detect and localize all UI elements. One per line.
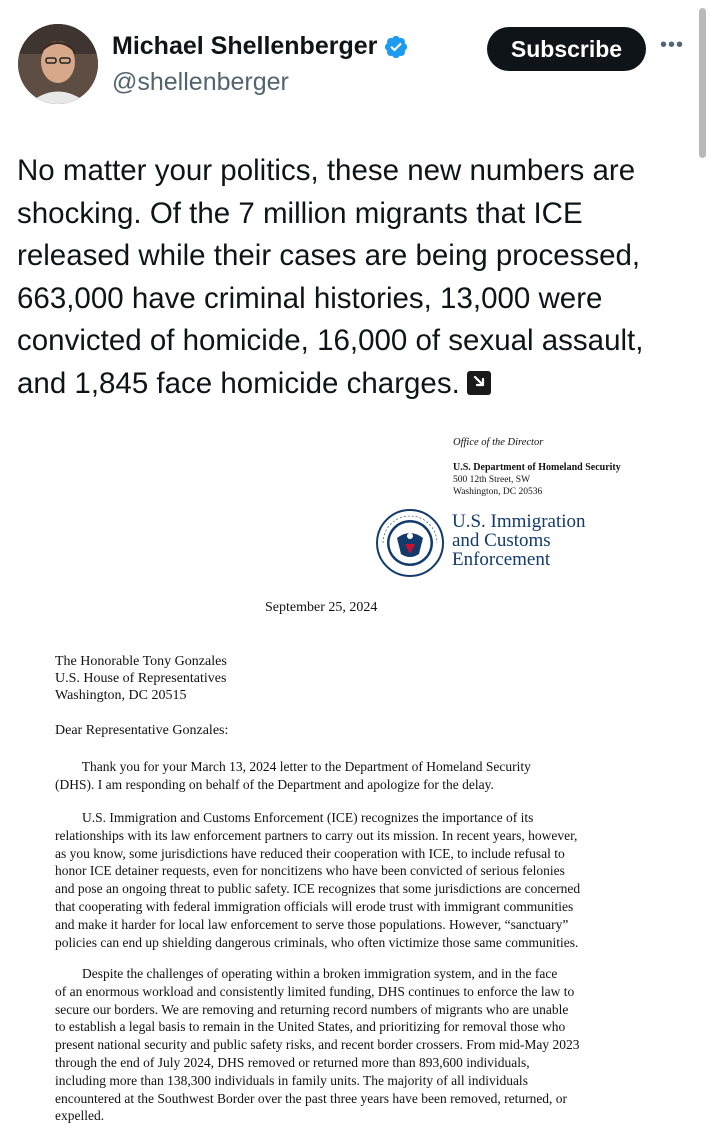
agency-line-1: U.S. Immigration bbox=[452, 511, 586, 532]
letter-image[interactable] bbox=[0, 425, 710, 1142]
paragraph-line: of an enormous workload and consistently limited funding, DHS continues to enforce the law to bbox=[55, 983, 575, 999]
letter-paragraph-3 bbox=[55, 965, 655, 1125]
paragraph-line: U.S. Immigration and Customs Enforcement (ICE) recognizes the importance of its bbox=[55, 810, 534, 825]
paragraph-line: to establish a legal basis to remain in the United States, and prioritizing for removal those who bbox=[55, 1019, 566, 1035]
letter-greeting: Dear Representative Gonzales: bbox=[55, 723, 229, 738]
down-arrow-emoji-icon bbox=[466, 370, 492, 396]
agency-line-3: Enforcement bbox=[452, 549, 551, 570]
tweet-body: No matter your politics, these new numbers are shocking. Of the 7 million migrants that ICE released while their cases are being processed, 663,000 have criminal histories, 13,000 were convicted of homicide, 16,000 of sexual assault, and 1,845 face homicide charges. bbox=[17, 154, 644, 400]
author-handle[interactable]: @shellenberger bbox=[112, 68, 289, 96]
paragraph-line: that cooperating with federal immigration officials will erode trust with immigrant communities bbox=[55, 898, 574, 914]
agency-line-2: and Customs bbox=[452, 530, 551, 551]
author-name[interactable]: Michael Shellenberger bbox=[112, 32, 378, 60]
recipient-line: The Honorable Tony Gonzales bbox=[55, 654, 227, 669]
dhs-seal-icon bbox=[375, 508, 445, 578]
letter-paragraph-2 bbox=[55, 809, 655, 951]
paragraph-line: Despite the challenges of operating within a broken immigration system, and in the face bbox=[55, 966, 558, 981]
letter-office: Office of the Director bbox=[453, 437, 544, 448]
tweet-text bbox=[17, 150, 697, 405]
paragraph-line: Thank you for your March 13, 2024 letter to the Department of Homeland Security bbox=[55, 759, 531, 774]
scrollbar[interactable] bbox=[699, 8, 706, 158]
paragraph-line: through the end of July 2024, DHS removed or returned more than 893,600 individuals, bbox=[55, 1054, 530, 1070]
letter-date: September 25, 2024 bbox=[265, 600, 378, 615]
paragraph-line: including more than 138,300 individuals in family units. The majority of all individuals bbox=[55, 1072, 528, 1088]
avatar[interactable] bbox=[18, 24, 98, 104]
paragraph-line: and make it harder for local law enforcement to serve those populations. However, “sanctuary” bbox=[55, 916, 569, 932]
author-name-row bbox=[112, 32, 409, 61]
letter-dept: U.S. Department of Homeland Security bbox=[453, 462, 621, 473]
letter-city: Washington, DC 20536 bbox=[453, 487, 543, 497]
more-options-icon[interactable]: ••• bbox=[660, 34, 685, 56]
letter-paragraph-1 bbox=[55, 758, 655, 794]
paragraph-line: policies can end up shielding dangerous criminals, who often victimize those same communities. bbox=[55, 934, 579, 950]
paragraph-line: relationships with its law enforcement partners to carry out its mission. In recent years, however, bbox=[55, 827, 578, 843]
paragraph-line: as you know, some jurisdictions have reduced their cooperation with ICE, to include refusal to bbox=[55, 845, 565, 861]
paragraph-line: expelled. bbox=[55, 1108, 105, 1124]
subscribe-button[interactable]: Subscribe bbox=[487, 27, 646, 71]
paragraph-line: secure our borders. We are removing and returning record numbers of migrants who are unable bbox=[55, 1001, 569, 1017]
letter-street: 500 12th Street, SW bbox=[453, 475, 531, 485]
paragraph-line: honor ICE detainer requests, even for noncitizens who have been convicted of serious felonies bbox=[55, 863, 565, 879]
paragraph-line: (DHS). I am responding on behalf of the Department and apologize for the delay. bbox=[55, 776, 494, 792]
paragraph-line: and pose an ongoing threat to public safety. ICE recognizes that some jurisdictions are concerned bbox=[55, 881, 581, 897]
recipient-line: Washington, DC 20515 bbox=[55, 688, 187, 703]
recipient-line: U.S. House of Representatives bbox=[55, 671, 227, 686]
avatar-photo bbox=[18, 24, 98, 104]
verified-badge-icon bbox=[383, 34, 409, 60]
paragraph-line: encountered at the Southwest Border over the past three years have been removed, returned, or bbox=[55, 1090, 568, 1106]
paragraph-line: present national security and public safety risks, and recent border crossers. From mid-May 2023 bbox=[55, 1037, 580, 1053]
